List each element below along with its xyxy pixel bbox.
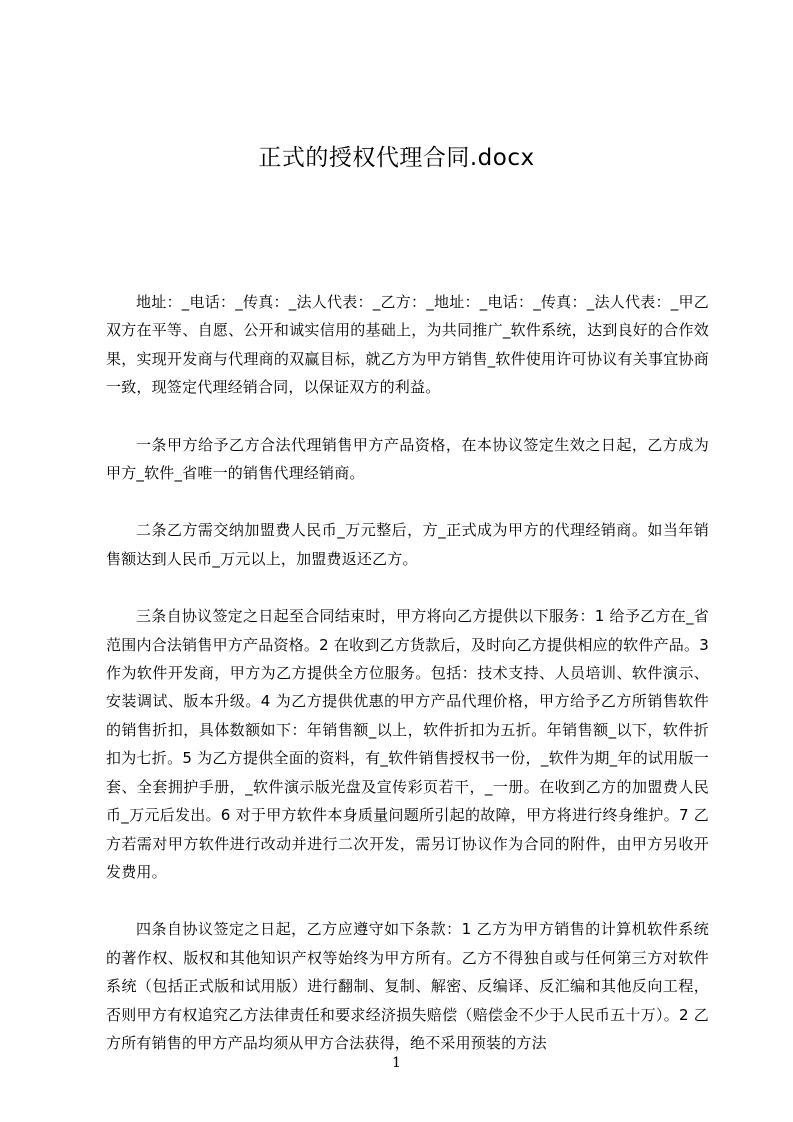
paragraph-preamble: 地址：_电话：_传真：_法人代表：_乙方：_地址：_电话：_传真：_法人代表：_甲乙双方在平等、自愿、公开和诚实信用的基础上，为共同推广_软件系统，达到良好的合作效果，实现开发商与代理商的双赢目标，就乙方为甲方销售_软件使用许可协议有关事宜协商一致，现签定代理经销合同，以保证双方的利益。 [106, 293, 709, 397]
document-title: 正式的授权代理合同.docx [258, 145, 535, 171]
paragraph-article-3: 三条自协议签定之日起至合同结束时，甲方将向乙方提供以下服务：1 给予乙方在_省范围内合法销售甲方产品资格。2 在收到乙方货款后，及时向乙方提供相应的软件产品。3 作为软件开发商，甲方为乙方提供全方位服务。包括：技术支持、人员培训、软件演示、安装调试、版本升级。4 为乙方提供优惠的甲方产品代理价格，甲方给予乙方所销售软件的销售折扣，具体数额如下：年销售额_以上，软件折扣为五折。年销售额_以下，软件折扣为七折。5 为乙方提供全面的资料，有_软件销售授权书一份，_软件为期_年的试用版一套、全套拥护手册，_软件演示版光盘及宣传彩页若干，_一册。在收到乙方的加盟费人民币_万元后发出。6 对于甲方软件本身质量问题所引起的故障，甲方将进行终身维护。7 乙方若需对甲方软件进行改动并进行二次开发，需另订协议作为合同的附件，由甲方另收开发费用。 [106, 607, 709, 881]
page-number: 1 [392, 1055, 401, 1071]
paragraph-article-4: 四条自协议签定之日起，乙方应遵守如下条款：1 乙方为甲方销售的计算机软件系统的著作权、版权和其他知识产权等始终为甲方所有。乙方不得独自或与任何第三方对软件系统（包括正式版和试用版）进行翻制、复制、解密、反编译、反汇编和其他反向工程，否则甲方有权追究乙方法律责任和要求经济损失赔偿（赔偿金不少于人民币五十万）。2 乙方所有销售的甲方产品均须从甲方合法获得，绝不采用预装的方法 [106, 920, 709, 1052]
paragraph-article-1: 一条甲方给予乙方合法代理销售甲方产品资格，在本协议签定生效之日起，乙方成为甲方_软件_省唯一的销售代理经销商。 [106, 435, 709, 483]
paragraph-article-2: 二条乙方需交纳加盟费人民币_万元整后，方_正式成为甲方的代理经销商。如当年销售额达到人民币_万元以上，加盟费返还乙方。 [106, 521, 709, 568]
document-body [106, 288, 709, 1086]
